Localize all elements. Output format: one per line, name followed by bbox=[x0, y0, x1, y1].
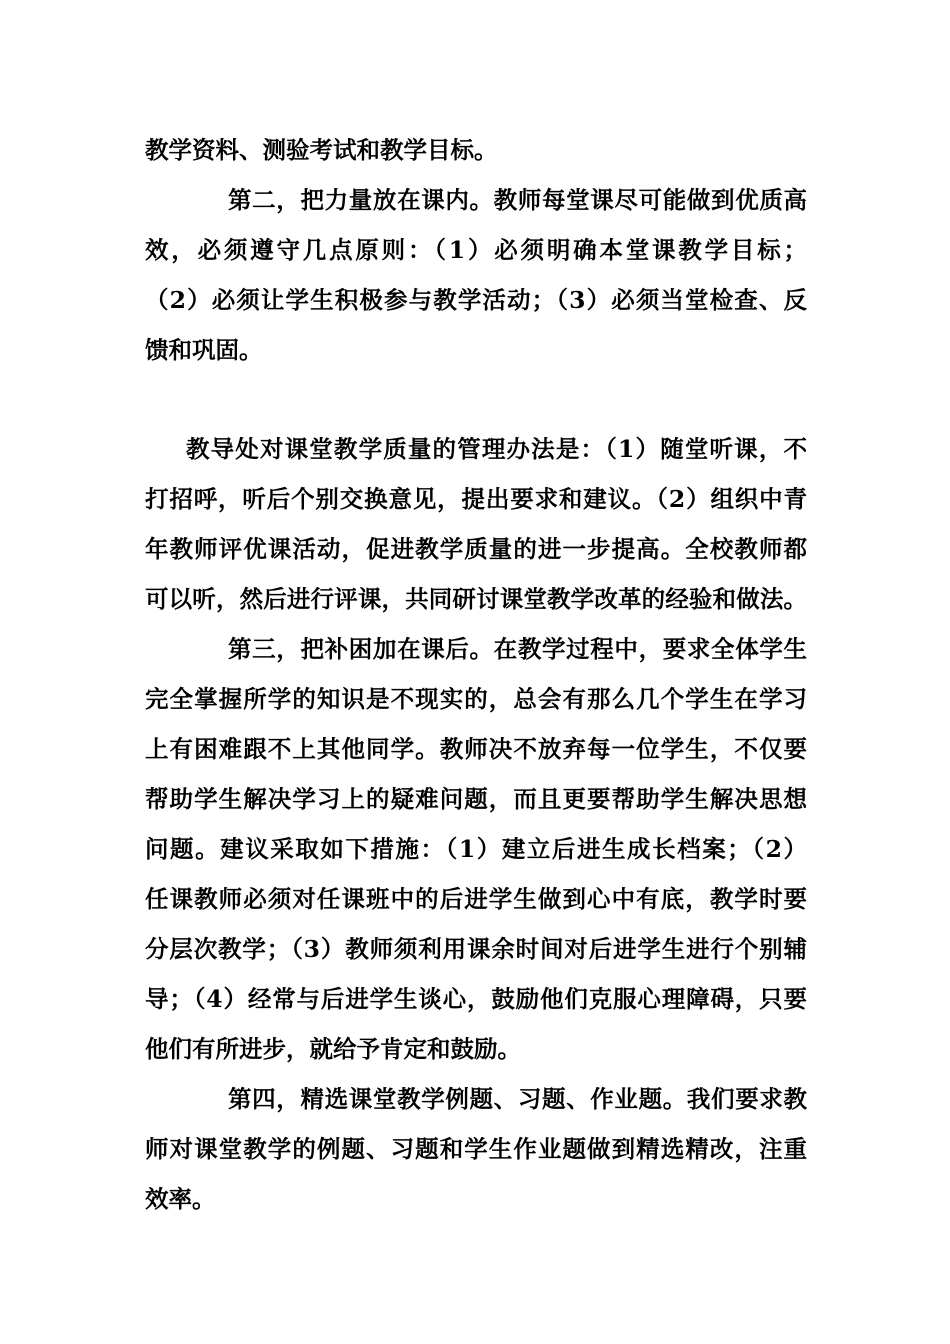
paragraph-3-line-3: 年教师评优课活动，促进教学质量的进一步提高。全校教师都 bbox=[145, 535, 807, 563]
paragraph-4-line-2: 完全掌握所学的知识是不现实的，总会有那么几个学生在学习 bbox=[145, 685, 807, 713]
paragraph-3-line-1: 教导处对课堂教学质量的管理办法是：（1）随堂听课，不 bbox=[186, 435, 807, 463]
paragraph-2-line-4: 馈和巩固。 bbox=[145, 336, 263, 364]
paragraph-2-line-2: 效，必须遵守几点原则：（1）必须明确本堂课教学目标； bbox=[145, 236, 807, 264]
paragraph-5-line-3: 效率。 bbox=[145, 1185, 216, 1213]
paragraph-4-line-5: 问题。建议采取如下措施：（1）建立后进生成长档案；（2） bbox=[145, 835, 807, 863]
paragraph-2-line-1: 第二，把力量放在课内。教师每堂课尽可能做到优质高 bbox=[228, 186, 807, 214]
paragraph-4-line-3: 上有困难跟不上其他同学。教师决不放弃每一位学生，不仅要 bbox=[145, 735, 807, 763]
paragraph-4-line-6: 任课教师必须对任课班中的后进学生做到心中有底，教学时要 bbox=[145, 885, 807, 913]
paragraph-3-line-4: 可以听，然后进行评课，共同研讨课堂教学改革的经验和做法。 bbox=[145, 585, 807, 613]
paragraph-3-line-2: 打招呼，听后个别交换意见，提出要求和建议。（2）组织中青 bbox=[145, 485, 807, 513]
paragraph-5-line-2: 师对课堂教学的例题、习题和学生作业题做到精选精改，注重 bbox=[145, 1135, 807, 1163]
paragraph-4-line-9: 他们有所进步，就给予肯定和鼓励。 bbox=[145, 1035, 521, 1063]
paragraph-4-line-4: 帮助学生解决学习上的疑难问题，而且更要帮助学生解决思想 bbox=[145, 785, 807, 813]
paragraph-2-line-3: （2）必须让学生积极参与教学活动；（3）必须当堂检查、反 bbox=[145, 286, 807, 314]
paragraph-4-line-7: 分层次教学；（3）教师须利用课余时间对后进学生进行个别辅 bbox=[145, 935, 807, 963]
paragraph-5-line-1: 第四，精选课堂教学例题、习题、作业题。我们要求教 bbox=[228, 1085, 807, 1113]
paragraph-4-line-1: 第三，把补困加在课后。在教学过程中，要求全体学生 bbox=[228, 635, 807, 663]
paragraph-4-line-8: 导；（4）经常与后进学生谈心，鼓励他们克服心理障碍，只要 bbox=[145, 985, 807, 1013]
paragraph-1-line-1: 教学资料、测验考试和教学目标。 bbox=[145, 136, 498, 164]
